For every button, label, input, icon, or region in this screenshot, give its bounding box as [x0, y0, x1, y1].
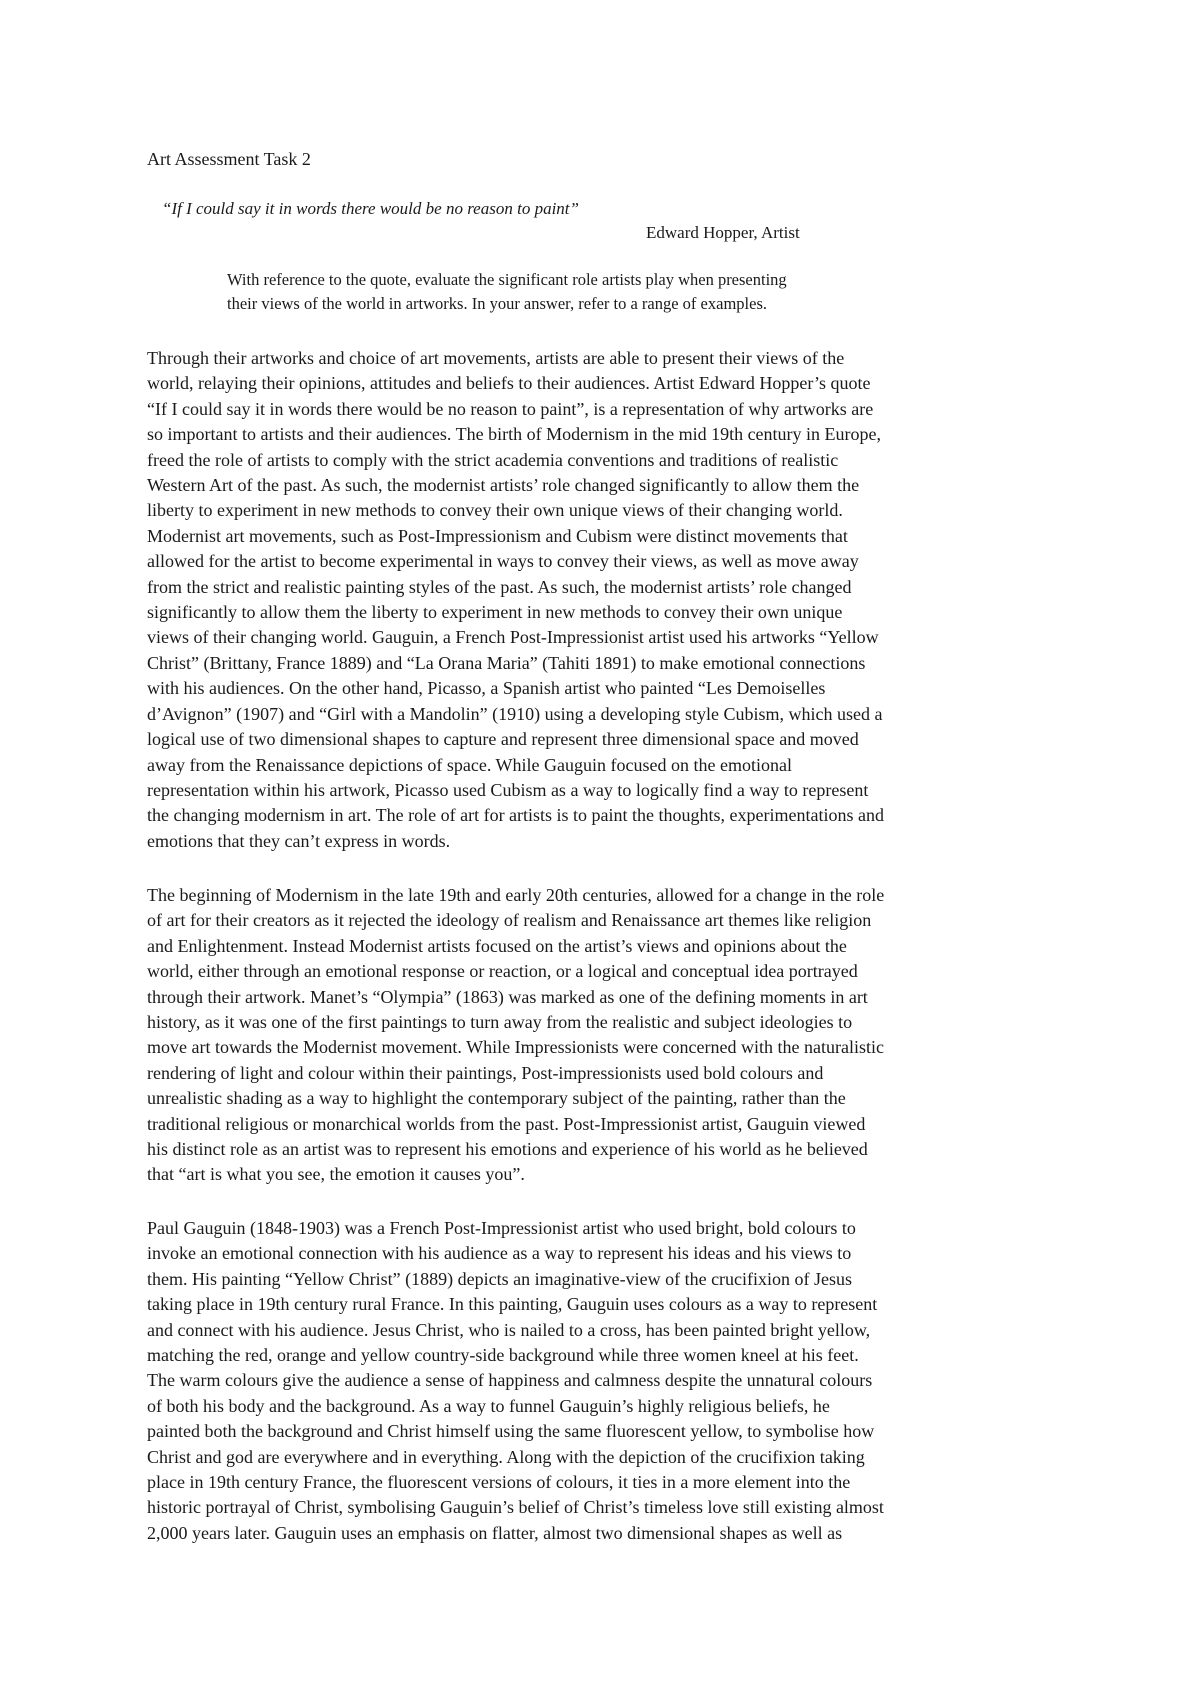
paragraph-line: liberty to experiment in new methods to convey their own unique views of their changing world. [147, 500, 843, 521]
paragraph-line: Through their artworks and choice of art movements, artists are able to present their views of the [147, 348, 845, 368]
paragraph-line: away from the Renaissance depictions of space. While Gauguin focused on the emotional [147, 754, 792, 775]
question-line: With reference to the quote, evaluate the significant role artists play when presenting [227, 270, 787, 289]
paragraph-line: them. His painting “Yellow Christ” (1889) depicts an imaginative-view of the crucifixion of Jesus [147, 1268, 853, 1289]
paragraph-line: The beginning of Modernism in the late 19th and early 20th centuries, allowed for a change in the role [147, 885, 885, 905]
paragraph-line: freed the role of artists to comply with the strict academia conventions and traditions of realistic [147, 449, 839, 470]
paragraph-line: through their artwork. Manet’s “Olympia” (1863) was marked as one of the defining moments in art [147, 986, 868, 1007]
paragraph-line: of art for their creators as it rejected the ideology of realism and Renaissance art themes like religion [147, 910, 872, 931]
paragraph-line: Western Art of the past. As such, the modernist artists’ role changed significantly to allow them the [147, 475, 860, 496]
paragraph-line: so important to artists and their audiences. The birth of Modernism in the mid 19th century in Europe, [147, 424, 882, 445]
paragraph-line: from the strict and realistic painting styles of the past. As such, the modernist artists’ role changed [147, 576, 852, 597]
paragraph-line: Paul Gauguin (1848-1903) was a French Post-Impressionist artist who used bright, bold colours to [147, 1218, 856, 1238]
essay-question [227, 268, 947, 316]
paragraph-line: matching the red, orange and yellow country-side background while three women kneel at his feet. [147, 1345, 859, 1366]
hopper-quote: “If I could say it in words there would be no reason to paint” [162, 199, 579, 218]
paragraph-introduction [147, 346, 1067, 854]
paragraph-line: world, either through an emotional response or reaction, or a logical and conceptual idea portrayed [147, 961, 858, 982]
paragraph-line: invoke an emotional connection with his audience as a way to represent his ideas and his views to [147, 1243, 852, 1264]
paragraph-line: rendering of light and colour within their paintings, Post-impressionists used bold colours and [147, 1062, 824, 1083]
paragraph-line: place in 19th century France, the fluorescent versions of colours, it ties in a more element into the [147, 1472, 851, 1493]
paragraph-line: representation within his artwork, Picasso used Cubism as a way to logically find a way to represent [147, 779, 869, 800]
paragraph-line: and Enlightenment. Instead Modernist artists focused on the artist’s views and opinions about the [147, 935, 847, 956]
paragraph-line: logical use of two dimensional shapes to capture and represent three dimensional space and moved [147, 729, 859, 750]
question-line: their views of the world in artworks. In your answer, refer to a range of examples. [227, 294, 767, 313]
paragraph-line: historic portrayal of Christ, symbolising Gauguin’s belief of Christ’s timeless love still existing almost [147, 1497, 884, 1518]
paragraph-line: world, relaying their opinions, attitudes and beliefs to their audiences. Artist Edward Hopper’s quote [147, 373, 871, 394]
paragraph-line: traditional religious or monarchical worlds from the past. Post-Impressionist artist, Gauguin viewed [147, 1113, 866, 1134]
paragraph-line: Christ and god are everywhere and in everything. Along with the depiction of the crucifixion taking [147, 1446, 865, 1467]
paragraph-line: taking place in 19th century rural France. In this painting, Gauguin uses colours as a way to represent [147, 1294, 878, 1315]
paragraph-line: Modernist art movements, such as Post-Impressionism and Cubism were distinct movements that [147, 525, 848, 546]
paragraph-line: The warm colours give the audience a sense of happiness and calmness despite the unnatural colours [147, 1370, 873, 1391]
paragraph-line: and connect with his audience. Jesus Christ, who is nailed to a cross, has been painted bright yellow, [147, 1319, 871, 1340]
paragraph-line: “If I could say it in words there would be no reason to paint”, is a representation of why artworks are [147, 398, 874, 419]
paragraph-line: his distinct role as an artist was to represent his emotions and experience of his world as he believed [147, 1139, 868, 1160]
paragraph-line: painted both the background and Christ himself using the same fluorescent yellow, to symbolise how [147, 1421, 875, 1442]
paragraph-line: with his audiences. On the other hand, Picasso, a Spanish artist who painted “Les Demoiselles [147, 678, 826, 699]
paragraph-line: of both his body and the background. As a way to funnel Gauguin’s highly religious beliefs, he [147, 1395, 830, 1416]
paragraph-line: unrealistic shading as a way to highlight the contemporary subject of the painting, rather than the [147, 1088, 846, 1109]
paragraph-line: that “art is what you see, the emotion it causes you”. [147, 1164, 525, 1185]
paragraph-line: history, as it was one of the first paintings to turn away from the realistic and subject ideologies to [147, 1012, 853, 1033]
paragraph-line: 2,000 years later. Gauguin uses an emphasis on flatter, almost two dimensional shapes as well as [147, 1522, 843, 1543]
paragraph-line: allowed for the artist to become experimental in ways to convey their views, as well as move away [147, 551, 859, 572]
paragraph-line: views of their changing world. Gauguin, a French Post-Impressionist artist used his artworks “Yellow [147, 627, 879, 648]
paragraph-line: Christ” (Brittany, France 1889) and “La Orana Maria” (Tahiti 1891) to make emotional connections [147, 652, 866, 673]
paragraph-line: move art towards the Modernist movement. While Impressionists were concerned with the naturalistic [147, 1037, 884, 1058]
document-title: Art Assessment Task 2 [147, 149, 311, 169]
paragraph-line: d’Avignon” (1907) and “Girl with a Mandolin” (1910) using a developing style Cubism, which used a [147, 703, 883, 724]
paragraph-gauguin [147, 1216, 1067, 1546]
paragraph-line: emotions that they can’t express in words. [147, 830, 451, 851]
paragraph-line: significantly to allow them the liberty to experiment in new methods to convey their own unique [147, 602, 843, 623]
paragraph-line: the changing modernism in art. The role of art for artists is to paint the thoughts, experimentations and [147, 805, 884, 826]
paragraph-modernism [147, 883, 1067, 1188]
quote-attribution: Edward Hopper, Artist [646, 223, 800, 242]
